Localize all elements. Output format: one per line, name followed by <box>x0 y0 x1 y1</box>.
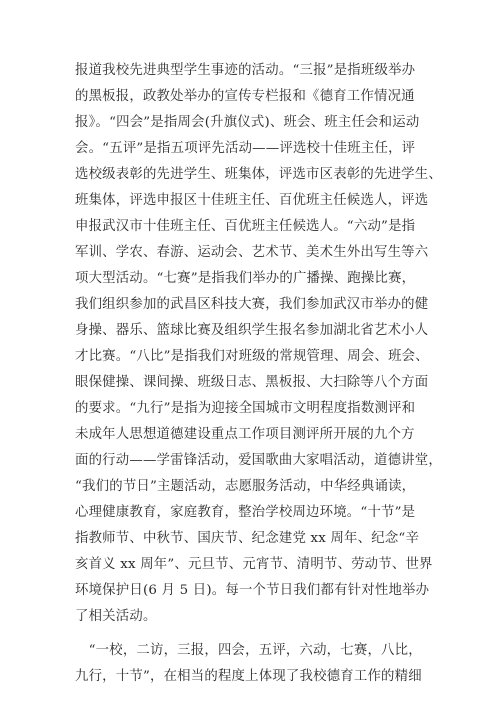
text-line: 指教师节、中秋节、国庆节、纪念建党 xx 周年、纪念“辛 <box>75 531 420 546</box>
text-line: 心理健康教育，家庭教育，整治学校周边环境。“十节”是 <box>75 505 416 520</box>
text-line: 报》。“四会”是指周会(升旗仪式)、班会、班主任会和运动 <box>75 115 420 130</box>
text-line: 的黑板报，政教处举办的宣传专栏报和《德育工作情况通 <box>75 89 415 104</box>
text-line: 了相关活动。 <box>75 609 157 624</box>
text-line: 的要求。“九行”是指为迎接全国城市文明程度指数测评和 <box>75 401 416 416</box>
paragraph-2 <box>75 638 435 690</box>
text-line: 我们组织参加的武昌区科技大赛，我们参加武汉市举办的健 <box>75 297 429 312</box>
text-line: 班集体，评选申报区十佳班主任、百优班主任候选人，评选 <box>75 193 429 208</box>
text-line: 九行，十节”，在相当的程度上体现了我校德育工作的精细 <box>75 669 422 684</box>
text-line: 亥首义 xx 周年”、元旦节、元宵节、清明节、劳动节、世界 <box>75 557 433 572</box>
text-line: 面的行动——学雷锋活动，爱国歌曲大家唱活动，道德讲堂， <box>75 453 442 468</box>
text-line: 报道我校先进典型学生事迹的活动。“三报”是指班级举办 <box>75 63 416 78</box>
text-line: 身操、器乐、篮球比赛及组织学生报名参加湖北省艺术小人 <box>75 323 429 338</box>
text-line: “我们的节日”主题活动，志愿服务活动，中华经典诵读， <box>75 479 416 494</box>
text-line: 军训、学农、春游、运动会、艺术节、美术生外出写生等六 <box>75 245 429 260</box>
text-line: 才比赛。“八比”是指我们对班级的常规管理、周会、班会、 <box>75 349 429 364</box>
text-line: 选校级表彰的先进学生、班集体，评选市区表彰的先进学生、 <box>75 167 442 182</box>
text-line: 项大型活动。“七赛”是指我们举办的广播操、跑操比赛， <box>75 271 416 286</box>
text-line: “一校，二访，三报，四会，五评，六动，七赛，八比， <box>75 643 422 658</box>
text-line: 环境保护日(6 月 5 日)。每一个节日我们都有针对性地举办 <box>75 583 430 598</box>
text-line: 未成年人思想道德建设重点工作项目测评所开展的九个方 <box>75 427 415 442</box>
body-text <box>75 58 442 690</box>
text-line: 申报武汉市十佳班主任、百优班主任候选人。“六动”是指 <box>75 219 416 234</box>
text-line: 会。“五评”是指五项评先活动——评选校十佳班主任，评 <box>75 141 416 156</box>
paragraph-gap <box>75 630 435 638</box>
paragraph-1 <box>75 58 442 630</box>
text-line: 眼保健操、课间操、班级日志、黑板报、大扫除等八个方面 <box>75 375 429 390</box>
